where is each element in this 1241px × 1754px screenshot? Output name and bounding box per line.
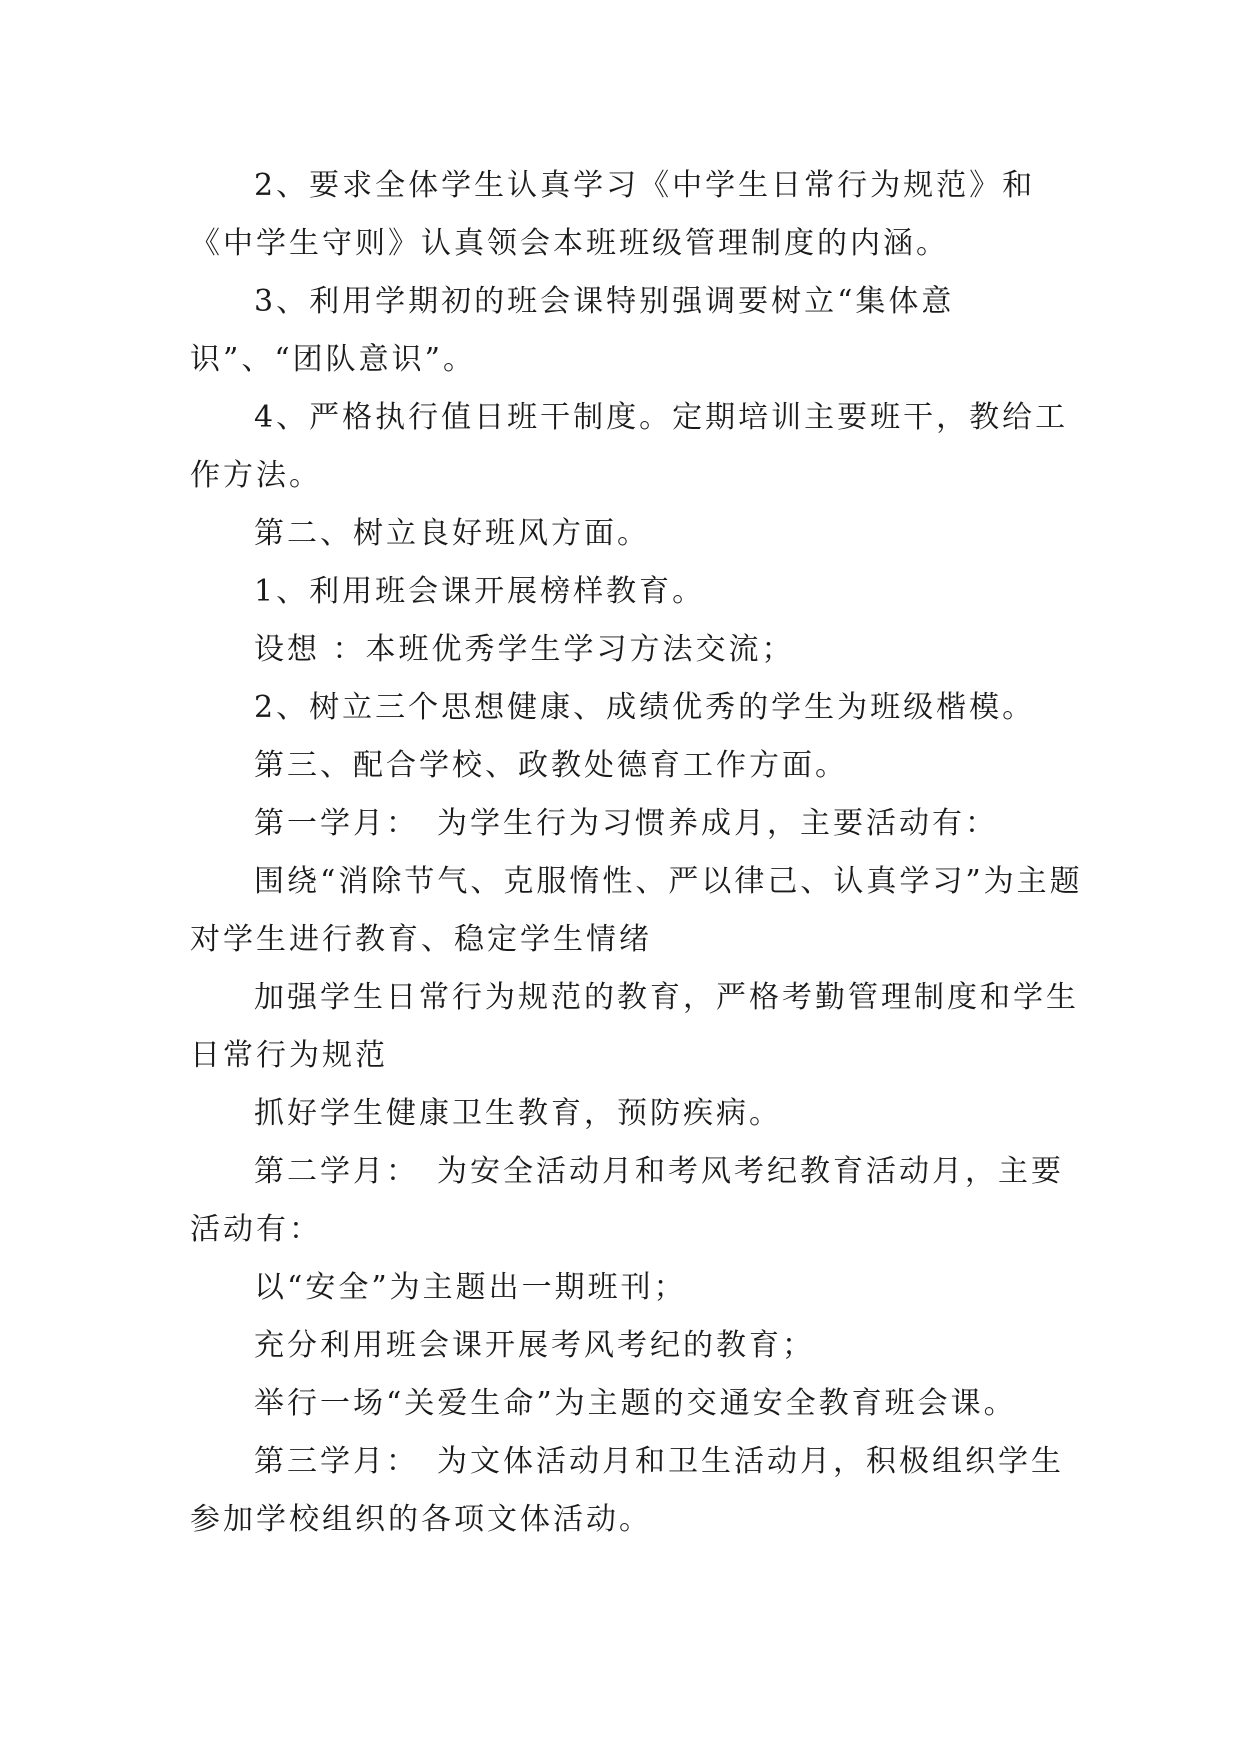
paragraph-7: 2、树立三个思想健康、成绩优秀的学生为班级楷模。	[254, 690, 1036, 725]
paragraph-12: 抓好学生健康卫生教育，预防疾病。	[254, 1096, 782, 1131]
paragraph-13: 第二学月： 为安全活动月和考风考纪教育活动月，主要活动有：	[190, 1154, 1064, 1247]
paragraph-2: 3、利用学期初的班会课特别强调要树立“集体意识”、“团队意识”。	[190, 284, 955, 377]
paragraph-9: 第一学月： 为学生行为习惯养成月，主要活动有：	[254, 806, 998, 841]
paragraph-8: 第三、配合学校、政教处德育工作方面。	[254, 748, 848, 783]
document-body	[190, 157, 1090, 1549]
paragraph-6: 设想 ：本班优秀学生学习方法交流；	[254, 632, 795, 667]
paragraph-1: 2、要求全体学生认真学习《中学生日常行为规范》和《中学生守则》认真领会本班班级管理制度的内涵。	[190, 168, 1036, 261]
paragraph-3: 4、严格执行值日班干制度。定期培训主要班干，教给工作方法。	[190, 400, 1069, 493]
paragraph-14: 以“安全”为主题出一期班刊；	[254, 1270, 687, 1305]
paragraph-17: 第三学月： 为文体活动月和卫生活动月，积极组织学生参加学校组织的各项文体活动。	[190, 1444, 1064, 1537]
paragraph-5: 1、利用班会课开展榜样教育。	[254, 574, 706, 609]
paragraph-16: 举行一场“关爱生命”为主题的交通安全教育班会课。	[254, 1386, 1017, 1421]
paragraph-11: 加强学生日常行为规范的教育，严格考勤管理制度和学生日常行为规范	[190, 980, 1079, 1073]
paragraph-15: 充分利用班会课开展考风考纪的教育；	[254, 1328, 815, 1363]
paragraph-10: 围绕“消除节气、克服惰性、严以律己、认真学习”为主题对学生进行教育、稳定学生情绪	[190, 864, 1083, 957]
paragraph-4: 第二、树立良好班风方面。	[254, 516, 650, 551]
